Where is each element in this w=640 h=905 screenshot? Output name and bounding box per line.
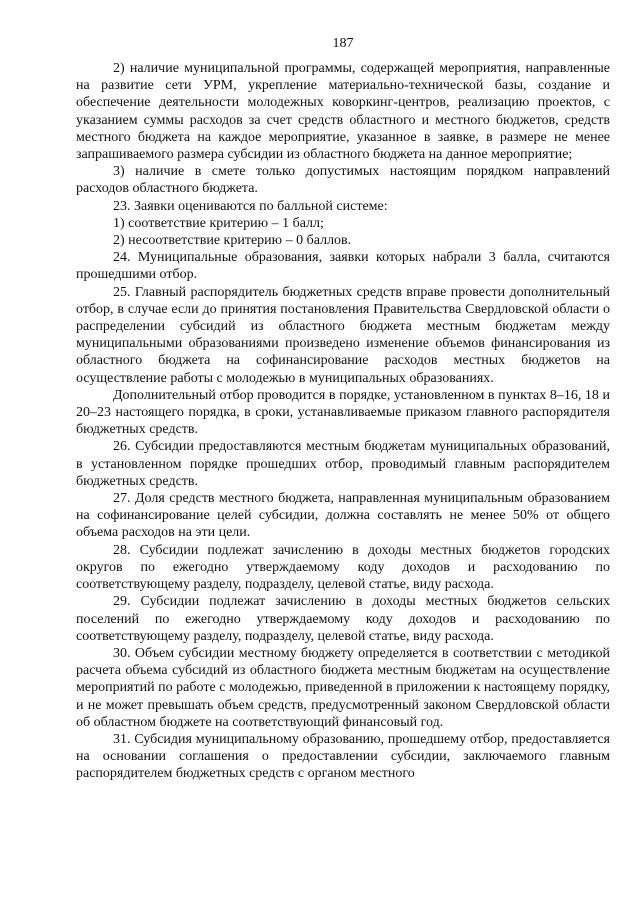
- paragraph-clause-24: 24. Муниципальные образования, заявки которых набрали 3 балла, считаются прошедшими отбор.: [76, 250, 610, 283]
- paragraph-criterion-met: 1) соответствие критерию – 1 балл;: [113, 215, 324, 231]
- paragraph-clause-27: 27. Доля средств местного бюджета, направленная муниципальным образованием на софинансирование целей субсидии, должна составлять не менее 50% от общего объема расходов на эти цели.: [76, 491, 610, 541]
- paragraph-clause-30: 30. Объем субсидии местному бюджету определяется в соответствии с методикой расчета объема субсидий из областного бюджета местным бюджетам на осуществление мероприятий по работе с молодежью, приведенной в приложении к настоящему порядку, и не может превышать объем средств, предусмотренный законом Свердловской области об областном бюджете на соответствующий финансовый год.: [76, 645, 610, 730]
- paragraph-clause-31: 31. Субсидия муниципальному образованию, прошедшему отбор, предоставляется на основании соглашения о предоставлении субсидии, заключаемого главным распорядителем бюджетных средств с органом местного: [76, 731, 610, 782]
- paragraph-clause-28: 28. Субсидии подлежат зачислению в доходы местных бюджетов городских округов по ежегодно утверждаемому коду доходов и расходованию по соответствующему разделу, подразделу, целевой статье, виду расхода.: [76, 542, 610, 593]
- paragraph-clause-26: 26. Субсидии предоставляются местным бюджетам муниципальных образований, в установленном порядке прошедших отбор, проводимый главным распорядителем бюджетных средств.: [76, 439, 610, 489]
- page-number: 187: [332, 36, 354, 51]
- paragraph-clause-29: 29. Субсидии подлежат зачислению в доходы местных бюджетов сельских поселений по ежегодно утверждаемому коду доходов и расходованию по соответствующему разделу, подразделу, целевой статье, виду расхода.: [76, 594, 610, 644]
- paragraph-additional-selection: Дополнительный отбор проводится в порядке, установленном в пунктах 8–16, 18 и 20–23 настоящего порядка, в сроки, устанавливаемые приказом главного распорядителя бюджетных средств.: [76, 387, 610, 438]
- paragraph-item-2: 2) наличие муниципальной программы, содержащей мероприятия, направленные на развитие сети УРМ, укрепление материально-технической базы, создание и обеспечение деятельности молодежных коворкинг-центров, реализацию проектов, с указанием суммы расходов за счет средств областного и местного бюджетов, средств местного бюджета на каждое мероприятие, указанное в заявке, в размере не менее запрашиваемого размера субсидии из областного бюджета на данное мероприятие;: [76, 61, 610, 163]
- document-body: [76, 60, 610, 783]
- paragraph-clause-23: 23. Заявки оцениваются по балльной системе:: [113, 198, 388, 214]
- paragraph-clause-25: 25. Главный распорядитель бюджетных средств вправе провести дополнительный отбор, в случае если до принятия постановления Правительства Свердловской области о распределении субсидий из областного бюджета местным бюджетам между муниципальными образованиями произведено изменение объемов финансирования из областного бюджета на софинансирование расходов местных бюджетов на осуществление работы с молодежью в муниципальных образованиях.: [76, 284, 610, 386]
- paragraph-criterion-not-met: 2) несоответствие критерию – 0 баллов.: [113, 233, 352, 249]
- paragraph-item-3: 3) наличие в смете только допустимых настоящим порядком направлений расходов областного бюджета.: [76, 164, 610, 197]
